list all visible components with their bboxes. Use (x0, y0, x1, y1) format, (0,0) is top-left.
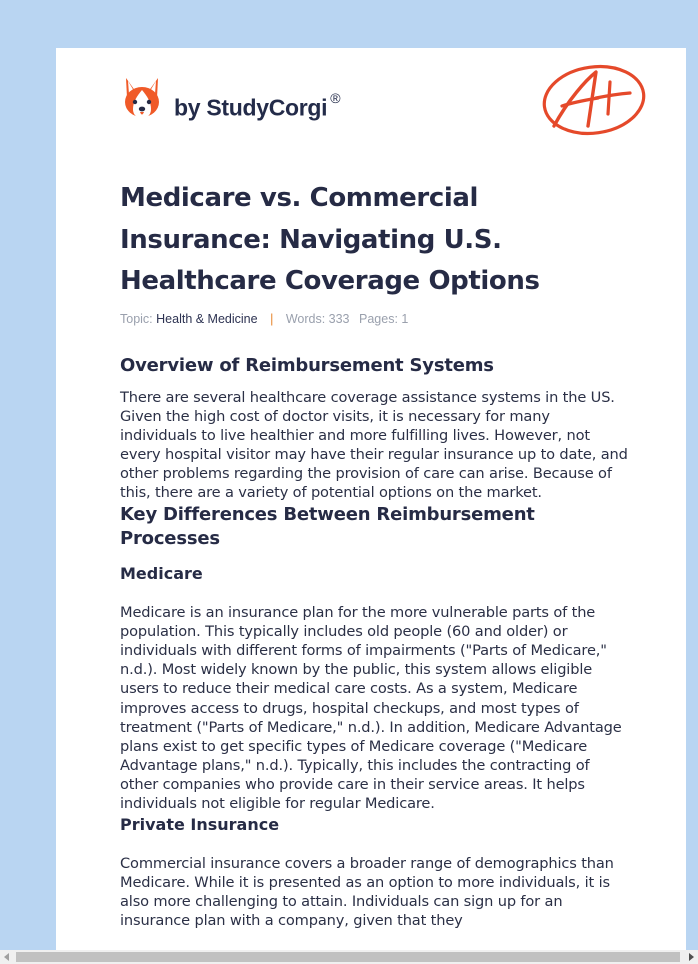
paragraph: There are several healthcare coverage assistance systems in the US. Given the high cost of doctor visits, it is necessary for many individuals to live healthier and more fulfilling lives. However, not every hospital visitor may have their regular insurance up to date, and other problems regarding the provision of care can arise. Because of this, there are a variety of potential options on the market. (120, 389, 628, 502)
subsection-heading: Medicare (120, 564, 203, 584)
brand-name[interactable] (174, 90, 341, 122)
document-page (56, 48, 686, 950)
topic-label: Topic: (120, 312, 153, 326)
brand-text: by StudyCorgi (174, 94, 328, 121)
document-content (120, 354, 630, 930)
grade-a-plus-icon (538, 60, 648, 138)
paragraph: Medicare is an insurance plan for the more vulnerable parts of the population. This typically includes old people (60 and older) or individuals with different forms of impairments ("Parts of Medicare," n.d.). Most widely known by the public, this system allows eligible users to reduce their medical care costs. As a system, Medicare improves access to drugs, hospital checkups, and most types of treatment ("Parts of Medicare," n.d.). In addition, Medicare Advantage plans exist to get specific types of Medicare coverage ("Medicare Advantage plans," n.d.). Typically, this includes the contracting of other companies who provide care in their service areas. It helps individuals not eligible for regular Medicare. (120, 604, 622, 812)
scrollbar-thumb[interactable] (16, 952, 680, 962)
grade-mark-text: A+ (538, 60, 540, 61)
corgi-logo-icon (122, 76, 162, 120)
meta-separator: | (270, 312, 274, 326)
topic-link[interactable]: Health & Medicine (156, 312, 258, 326)
scroll-right-icon[interactable] (689, 953, 694, 961)
paragraph: Commercial insurance covers a broader range of demographics than Medicare. While it is presented as an option to more individuals, it is also more challenging to attain. Individuals can sign up for an insurance plan with a company, given that they (120, 854, 614, 929)
scroll-left-icon[interactable] (4, 953, 9, 961)
section-heading: Overview of Reimbursement Systems (120, 355, 494, 376)
section-heading: Key Differences Between Reimbursement Processes (120, 504, 535, 550)
subsection-heading: Private Insurance (120, 814, 280, 834)
page-count: Pages: 1 (359, 312, 409, 326)
page-title: Medicare vs. Commercial Insurance: Navigating U.S. Healthcare Coverage Options (120, 183, 540, 296)
horizontal-scrollbar[interactable] (0, 950, 698, 964)
word-count: Words: 333 (285, 312, 350, 326)
document-meta (120, 312, 408, 326)
registered-mark: ® (330, 90, 341, 106)
